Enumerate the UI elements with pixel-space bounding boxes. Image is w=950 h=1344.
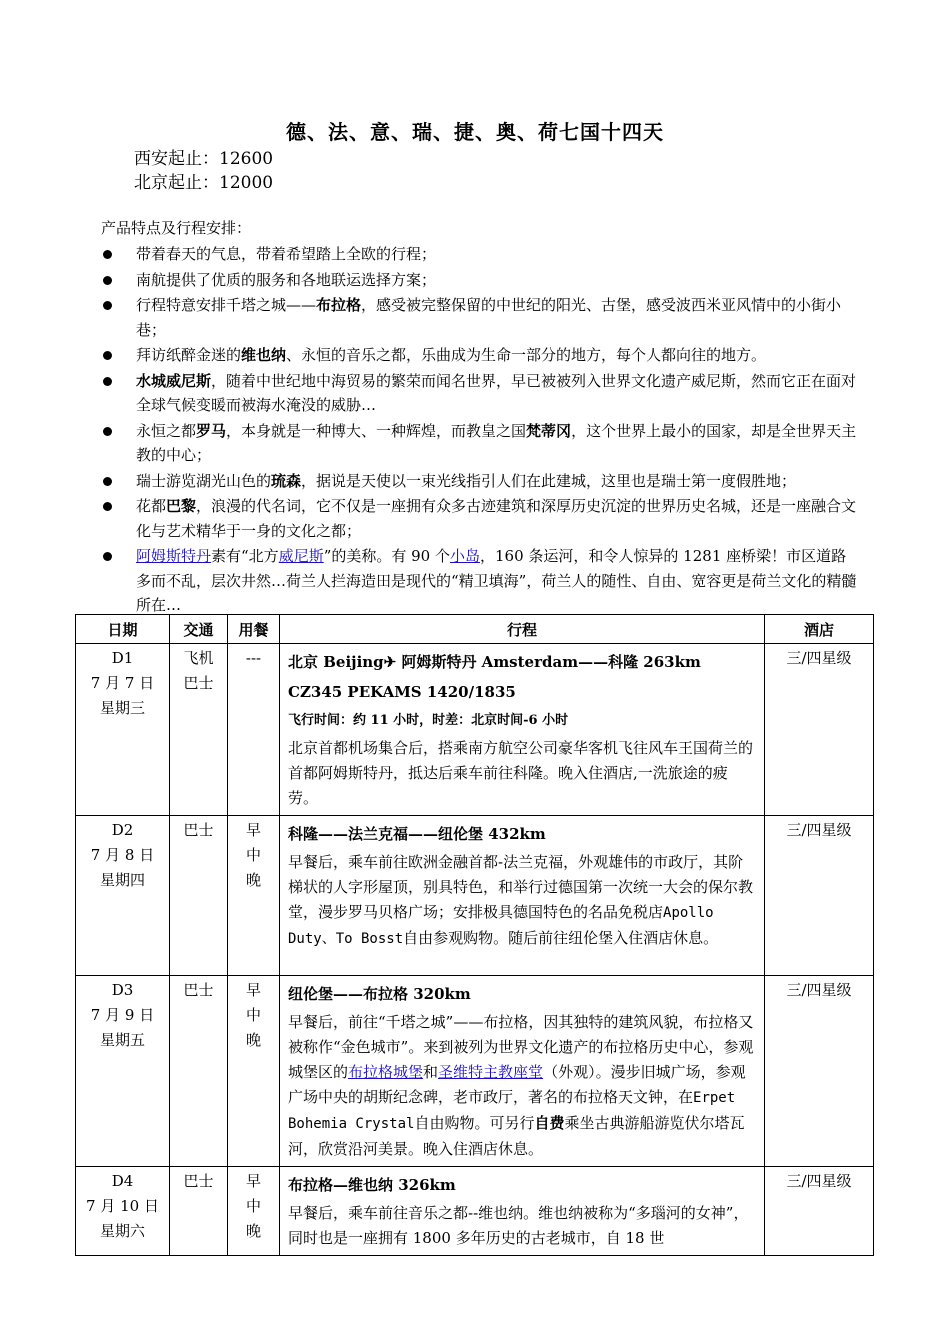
price-beijing-value: 12000 — [219, 173, 274, 193]
st-vitus-cathedral-link[interactable]: 圣维特主教座堂 — [438, 1063, 544, 1081]
col-header-meal: 用餐 — [228, 615, 280, 644]
col-header-transport: 交通 — [170, 615, 228, 644]
meal-cell: 早 中 晚 — [228, 976, 280, 1167]
date-cell: D4 7 月 10 日 星期六 — [76, 1167, 170, 1256]
table-row — [76, 1167, 874, 1256]
features-heading: 产品特点及行程安排： — [101, 219, 252, 237]
amsterdam-link[interactable]: 阿姆斯特丹 — [136, 547, 212, 565]
bullet-icon — [103, 276, 112, 285]
hotel-cell: 三/四星级 — [765, 644, 874, 816]
feature-item: 永恒之都罗马，本身就是一种博大、一种辉煌，而教皇之国梵蒂冈，这个世界上最小的国家，却是全世界天主教的中心； — [101, 419, 861, 468]
bullet-icon — [103, 301, 112, 310]
transport-cell: 巴士 — [170, 976, 228, 1167]
flight-number: CZ345 PEKAMS 1420/1835 — [288, 683, 516, 701]
bullet-icon — [103, 477, 112, 486]
route-cell — [280, 816, 765, 976]
bullet-icon — [103, 351, 112, 360]
route-description: 早餐后，乘车前往音乐之都--维也纳。维也纳被称为“多瑙河的女神”， 同时也是一座拥有 1800 多年历史的古老城市，自 18 世 — [288, 1204, 749, 1247]
route-title: 布拉格—维也纳 326km — [288, 1176, 456, 1194]
bullet-icon — [103, 250, 112, 259]
itinerary-table — [75, 614, 874, 1256]
transport-cell: 巴士 — [170, 816, 228, 976]
date-cell: D1 7 月 7 日 星期三 — [76, 644, 170, 816]
table-header-row — [76, 615, 874, 644]
feature-item: 水城威尼斯，随着中世纪地中海贸易的繁荣而闻名世界，早已被被列入世界文化遗产威尼斯，然而它正在面对全球气候变暖而被海水淹没的威胁… — [101, 369, 861, 418]
route-description: 早餐后，乘车前往欧洲金融首都-法兰克福，外观雄伟的市政厅，其阶梯状的人字形屋顶，别具特色，和举行过德国第一次统一大会的保尔教堂，漫步罗马贝格广场；安排极具德国特色的名品免税店Apollo Duty、To Bosst自由参观购物。随后前往纽伦堡入住酒店休息。 — [288, 853, 754, 947]
route-cell — [280, 976, 765, 1167]
meal-cell: 早 中 晚 — [228, 816, 280, 976]
table-row — [76, 644, 874, 816]
feature-item: 拜访纸醉金迷的维也纳、永恒的音乐之都，乐曲成为生命一部分的地方，每个人都向往的地方。 — [101, 343, 861, 368]
transport-cell: 飞机 巴士 — [170, 644, 228, 816]
col-header-route: 行程 — [280, 615, 765, 644]
hotel-cell: 三/四星级 — [765, 976, 874, 1167]
feature-item: 行程特意安排千塔之城——布拉格，感受被完整保留的中世纪的阳光、古堡，感受波西米亚风情中的小街小巷； — [101, 293, 861, 342]
route-title: 纽伦堡——布拉格 320km — [288, 985, 471, 1003]
transport-cell: 巴士 — [170, 1167, 228, 1256]
route-title: 科隆——法兰克福——纽伦堡 432km — [288, 825, 546, 843]
table-row — [76, 976, 874, 1167]
route-description: 北京首都机场集合后，搭乘南方航空公司豪华客机飞往风车王国荷兰的首都阿姆斯特丹，抵达后乘车前往科隆。晚入住酒店,一洗旅途的疲劳。 — [288, 739, 754, 807]
price-beijing-label: 北京起止： — [134, 173, 219, 193]
feature-item: 带着春天的气息，带着希望踏上全欧的行程； — [101, 242, 861, 267]
flight-time: 飞行时间：约 11 小时，时差：北京时间-6 小时 — [288, 713, 569, 728]
bullet-icon — [103, 427, 112, 436]
feature-item: 花都巴黎，浪漫的代名词，它不仅是一座拥有众多古迹建筑和深厚历史沉淀的世界历史名城，还是一座融合文化与艺术精华于一身的文化之都； — [101, 494, 861, 543]
table-row — [76, 816, 874, 976]
feature-item: 南航提供了优质的服务和各地联运选择方案； — [101, 268, 861, 293]
route-description: 早餐后，前往“千塔之城”——布拉格，因其独特的建筑风貌，布拉格又被称作“金色城市”。来到被列为世界文化遗产的布拉格历史中心，参观城堡区的布拉格城堡和圣维特主教座堂（外观）。漫步旧城广场，参观广场中央的胡斯纪念碑，老市政厅，著名的布拉格天文钟，在Erpet Bohemia Crystal自由购物。可另行自费乘坐古典游船游览伏尔塔瓦河，欣赏沿河美景。晚入住酒店休息。 — [288, 1013, 754, 1158]
prague-castle-link[interactable]: 布拉格城堡 — [348, 1063, 424, 1081]
venice-link[interactable]: 威尼斯 — [278, 547, 324, 565]
date-cell: D2 7 月 8 日 星期四 — [76, 816, 170, 976]
bullet-icon — [103, 552, 112, 561]
price-beijing — [134, 168, 273, 193]
bullet-icon — [103, 502, 112, 511]
price-xian-label: 西安起止： — [134, 149, 219, 169]
hotel-cell: 三/四星级 — [765, 1167, 874, 1256]
price-xian — [134, 144, 273, 169]
feature-item: 阿姆斯特丹素有“北方威尼斯”的美称。有 90 个小岛，160 条运河，和令人惊异的 1281 座桥梁！市区道路多而不乱，层次井然…荷兰人拦海造田是现代的“精卫填海”，荷兰人的随性、自由、宽容更是荷兰文化的精髓所在… — [101, 544, 861, 618]
price-xian-value: 12600 — [219, 149, 274, 169]
feature-item: 瑞士游览湖光山色的琉森，据说是天使以一束光线指引人们在此建城，这里也是瑞士第一度假胜地； — [101, 469, 861, 494]
date-cell: D3 7 月 9 日 星期五 — [76, 976, 170, 1167]
page-title: 德、法、意、瑞、捷、奥、荷七国十四天 — [286, 120, 664, 144]
hotel-cell: 三/四星级 — [765, 816, 874, 976]
bullet-icon — [103, 377, 112, 386]
route-cell — [280, 644, 765, 816]
feature-list — [101, 242, 861, 619]
meal-cell: 早 中 晚 — [228, 1167, 280, 1256]
col-header-date: 日期 — [76, 615, 170, 644]
col-header-hotel: 酒店 — [765, 615, 874, 644]
route-cell — [280, 1167, 765, 1256]
meal-cell: --- — [228, 644, 280, 816]
route-title: 北京 Beijing✈ 阿姆斯特丹 Amsterdam——科隆 263km — [288, 653, 701, 671]
island-link[interactable]: 小岛 — [450, 547, 481, 565]
